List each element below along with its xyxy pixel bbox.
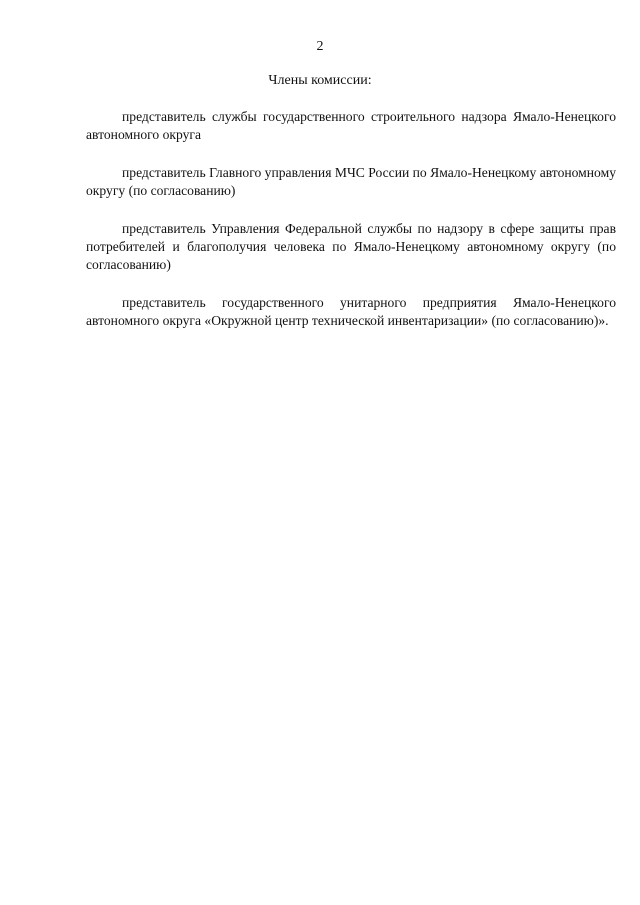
- member-item-technical-inventory: представитель государственного унитарного предприятия Ямало-Ненецкого автономного округа «Окружной центр технической инвентаризации» (по согласованию)».: [86, 295, 616, 328]
- page-number: 2: [316, 39, 324, 54]
- member-item-construction-supervision: представитель службы государственного строительного надзора Ямало-Ненецкого автономного округа: [86, 109, 616, 142]
- commission-members-heading: Члены комиссии:: [268, 73, 372, 88]
- member-item-emergency-ministry: представитель Главного управления МЧС России по Ямало-Ненецкому автономному округу (по согласованию): [86, 165, 616, 198]
- member-item-consumer-protection: представитель Управления Федеральной службы по надзору в сфере защиты прав потребителей и благополучия человека по Ямало-Ненецкому автономному округу (по согласованию): [86, 221, 616, 272]
- members-list: [86, 108, 616, 350]
